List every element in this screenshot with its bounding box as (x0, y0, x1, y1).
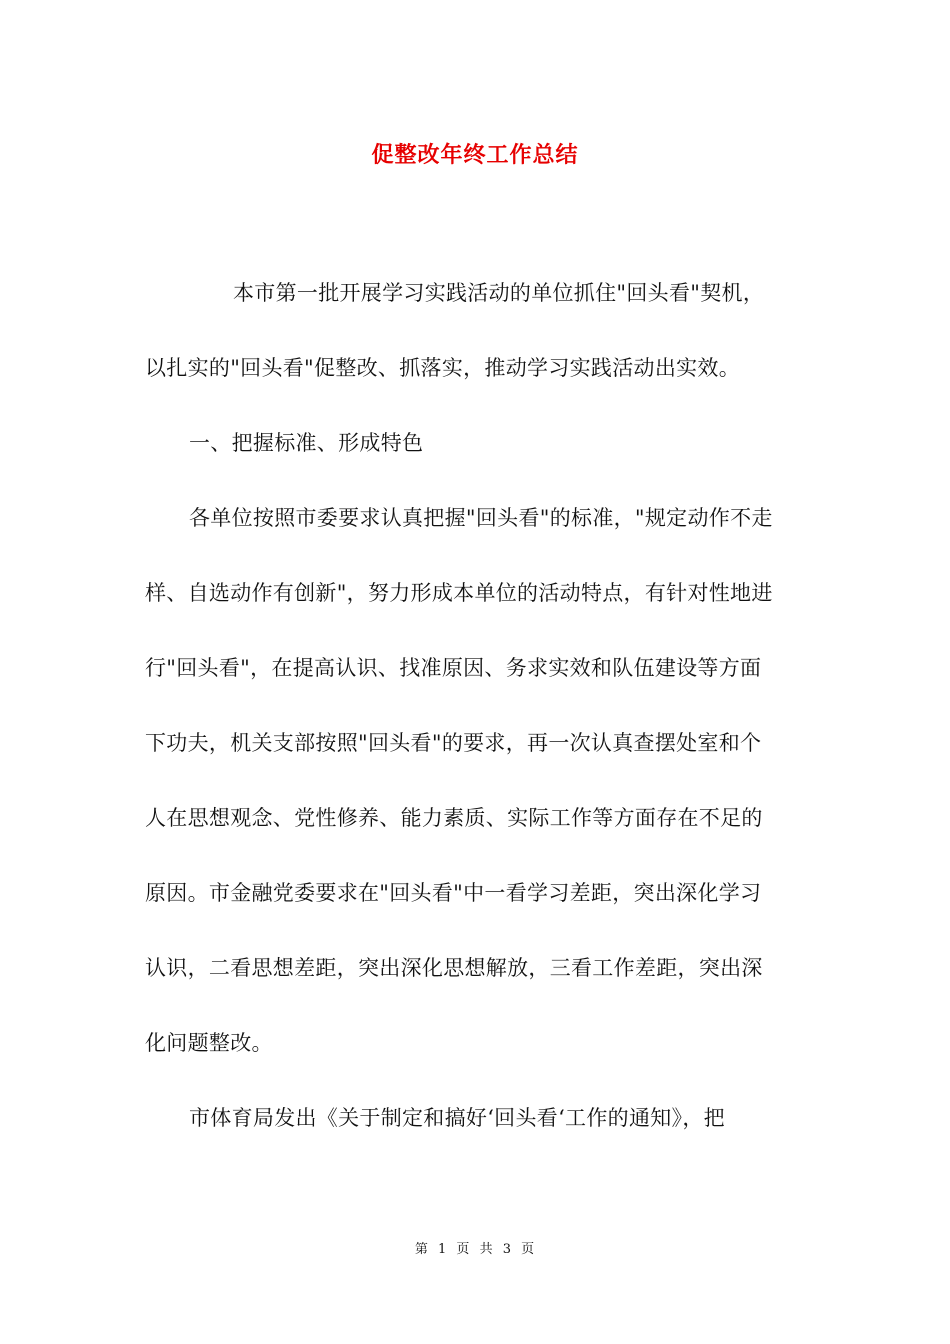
paragraph-line: 下功夫，机关支部按照"回头看"的要求，再一次认真查摆处室和个 (145, 731, 762, 755)
section-heading: 一、把握标准、形成特色 (189, 431, 424, 455)
footer-current-page: 1 (437, 1242, 448, 1257)
footer-total-word: 共 (479, 1242, 494, 1257)
paragraph-line: 以扎实的"回头看"促整改、抓落实，推动学习实践活动出实效。 (145, 356, 741, 380)
document-title: 促整改年终工作总结 (371, 142, 579, 168)
page-footer (0, 1238, 950, 1257)
footer-page-word: 页 (456, 1242, 471, 1257)
paragraph-line: 样、自选动作有创新"，努力形成本单位的活动特点，有针对性地进 (145, 581, 773, 605)
footer-total-pages: 3 (502, 1242, 512, 1257)
paragraph-line: 市体育局发出《关于制定和搞好‘回头看‘工作的通知》，把 (189, 1106, 725, 1130)
paragraph-line: 人在思想观念、党性修养、能力素质、实际工作等方面存在不足的 (145, 806, 763, 830)
paragraph-line: 行"回头看"，在提高认识、找准原因、务求实效和队伍建设等方面 (145, 656, 762, 680)
paragraph-line: 原因。市金融党委要求在"回头看"中一看学习差距，突出深化学习 (145, 881, 762, 905)
paragraph-line: 认识，二看思想差距，突出深化思想解放，三看工作差距，突出深 (145, 956, 763, 980)
paragraph-line: 本市第一批开展学习实践活动的单位抓住"回头看"契机， (233, 281, 765, 305)
paragraph-line: 各单位按照市委要求认真把握"回头看"的标准，"规定动作不走 (189, 506, 773, 530)
footer-prefix: 第 (414, 1242, 429, 1257)
footer-suffix: 页 (521, 1242, 536, 1257)
paragraph-line: 化问题整改。 (145, 1031, 273, 1055)
